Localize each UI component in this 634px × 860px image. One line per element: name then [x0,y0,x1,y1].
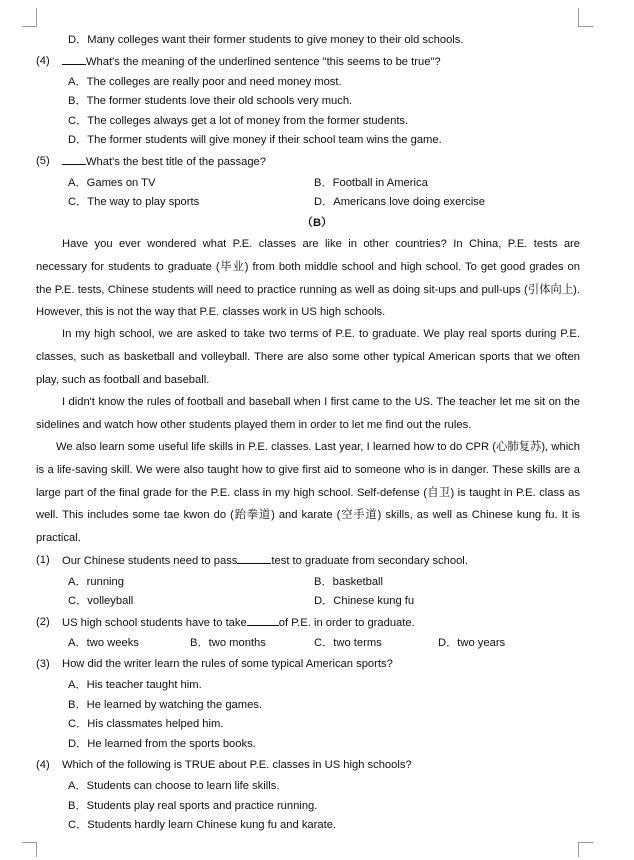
crop-mark-bottom-left [22,842,37,857]
option-c: C．two terms [314,637,382,649]
option-a: A．Games on TV [68,177,156,189]
option-b: B．The former students love their old schools very much. [68,95,353,107]
option-c: C．The way to play sports [68,196,200,208]
option-a: A．The colleges are really poor and need money most. [68,76,342,88]
question-stem: Which of the following is TRUE about P.E. classes in US high schools? [62,759,412,771]
option-b: B．Students play real sports and practice running. [68,800,318,812]
option-d: D．The former students will give money if their school team wins the game. [68,134,442,146]
option-c: C．volleyball [68,595,134,607]
question-stem: How did the writer learn the rules of some typical American sports? [62,658,393,670]
option-a: A．running [68,576,124,588]
option-d: D．two years [438,637,506,649]
option-a: A．His teacher taught him. [68,679,202,691]
option-d: D．He learned from the sports books. [68,738,256,750]
passage-paragraph-1: Have you ever wondered what P.E. classes are like in other countries? In China, P.E. tests are necessary for students to graduate (毕业) from both middle school and high school. To get good grades on the P.E. tests, Chinese students will need to practice running as well as doing sit-ups and pull-ups (引体向上). However, this is not the way that P.E. classes work in US high schools. [36,238,580,319]
option-b: B．Football in America [314,177,428,189]
option-a: A．Students can choose to learn life skills. [68,780,280,792]
question-number: (4) [36,55,50,67]
question-stem: What's the best title of the passage? [62,154,266,169]
crop-mark-bottom-right [578,842,593,857]
crop-mark-top-left [22,8,37,27]
passage-paragraph-4: We also learn some useful life skills in P.E. classes. Last year, I learned how to do CPR (心肺复苏), which is a life-saving skill. We were also taught how to give first aid to someone who is in danger. These skills are a large part of the final grade for the P.E. class in my high school. Self-defense (自卫) is taught in P.E. class as well. This includes some tae kwon do (跆拳道) and karate (空手道) skills, as well as Chinese kung fu. It is practical. [36,441,580,545]
section-b-heading: （B） [301,217,333,229]
option-d: D．Americans love doing exercise [314,196,485,208]
option-d: D．Chinese kung fu [314,595,415,607]
passage-paragraph-2: In my high school, we are asked to take two terms of P.E. to graduate. We play real sports during P.E. classes, such as basketball and volleyball. There are also some other typical American sports that we often play, such as football and baseball. [36,328,580,386]
option-b: B．two months [190,637,266,649]
question-stem: What's the meaning of the underlined sentence "this seems to be true"? [62,54,441,69]
question-number: (5) [36,155,50,167]
answer-blank[interactable] [62,54,86,65]
option-c: C．His classmates helped him. [68,718,224,730]
option-b: B．basketball [314,576,384,588]
question-number: (2) [36,616,50,628]
answer-blank[interactable] [247,615,279,626]
option-b: B．He learned by watching the games. [68,699,263,711]
question-number: (4) [36,759,50,771]
option-c: C．The colleges always get a lot of money from the former students. [68,115,409,127]
answer-blank[interactable] [237,553,271,564]
question-number: (3) [36,658,50,670]
question-number: (1) [36,554,50,566]
option-c: C．Students hardly learn Chinese kung fu and karate. [68,819,337,831]
question-stem: Our Chinese students need to pass test to graduate from secondary school. [62,555,468,567]
option-a: A．two weeks [68,637,139,649]
passage-paragraph-3: I didn't know the rules of football and baseball when I first came to the US. The teacher let me sit on the sidelines and watch how other students played them in order to let me find out the rules. [36,396,580,431]
answer-blank[interactable] [62,154,86,165]
prev-question-option-d: D．Many colleges want their former students to give money to their old schools. [68,34,464,46]
crop-mark-top-right [578,8,593,27]
question-stem: US high school students have to take of P.E. in order to graduate. [62,617,415,629]
